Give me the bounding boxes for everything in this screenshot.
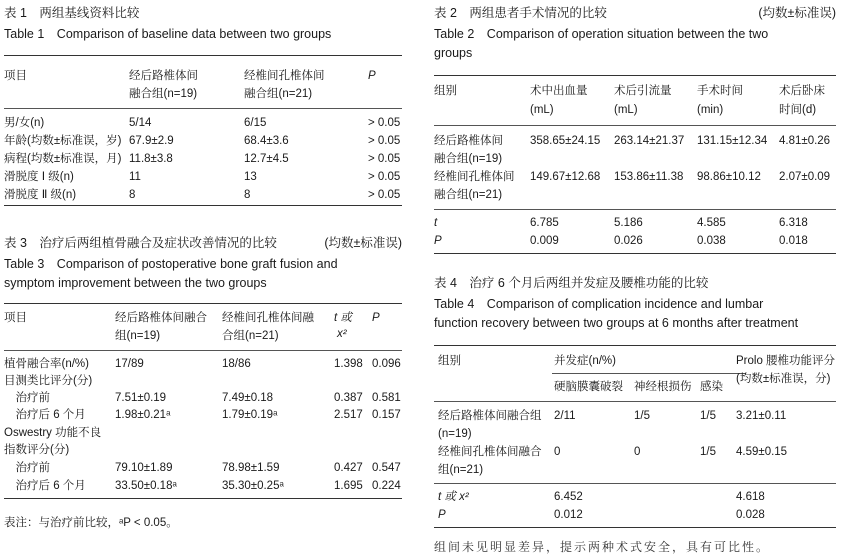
t3-row-label: 目测类比评分(分) <box>4 375 93 387</box>
table-1 <box>4 4 402 201</box>
t3-row-t: 2.517 <box>334 409 363 421</box>
t3-header-t-l2: x² <box>337 328 347 340</box>
t4-stat-prolo: 4.618 <box>736 491 765 503</box>
t3-header-g1-l2: 组(n=19) <box>115 330 161 342</box>
t2-stat-c3: 0.038 <box>697 235 726 247</box>
t1-row-p: > 0.05 <box>368 171 401 183</box>
table-4 <box>434 274 836 529</box>
t4-row-label: 经椎间孔椎体间融合 <box>438 446 542 458</box>
t4-row-s3: 1/5 <box>700 410 716 422</box>
t3-row-t: 1.695 <box>334 480 363 492</box>
t3-header-p: P <box>372 312 380 324</box>
t4-stat-prolo: 0.028 <box>736 509 765 521</box>
t1-row-p: > 0.05 <box>368 135 401 147</box>
t1-row-label: 病程(均数±标准误，月) <box>4 153 122 165</box>
t4-row-label-2: 组(n=21) <box>438 464 484 476</box>
t2-row-c1: 358.65±24.15 <box>530 135 601 147</box>
t3-row-g2: 7.49±0.18 <box>222 392 274 404</box>
t3-row-g2: 35.30±0.25ᵃ <box>222 480 284 492</box>
t3-header-g2-l1: 经椎间孔椎体间融 <box>222 312 314 324</box>
t2-row-c1: 149.67±12.68 <box>530 171 601 183</box>
t1-header-g2-l1: 经椎间孔椎体间 <box>244 70 325 82</box>
table-2-caption-unit: (均数±标准误) <box>758 6 836 20</box>
table-1-caption-en: Table 1 Comparison of baseline data between two groups <box>4 27 332 41</box>
table-3-note: 表注：与治疗前比较，ᵃP < 0.05。 <box>4 517 178 529</box>
t1-row-g2: 68.4±3.6 <box>244 135 289 147</box>
t2-header-c3-l1: 手术时间 <box>697 85 743 97</box>
t2-stat-c1: 0.009 <box>530 235 559 247</box>
t2-stat-c4: 6.318 <box>779 217 808 229</box>
t4-header-complication: 并发症(n/%) <box>554 355 616 367</box>
t3-row-label: 治疗后 6 个月 <box>4 480 86 492</box>
t3-row-label: 治疗前 <box>4 392 50 404</box>
table-3-caption-cn: 表 3 治疗后两组植骨融合及症状改善情况的比较 <box>4 236 277 250</box>
table-4-caption-en-1: Table 4 Comparison of complication incidence and lumbar <box>434 297 764 311</box>
table-3-caption-en-1: Table 3 Comparison of postoperative bone graft fusion and <box>4 257 338 271</box>
t2-row-c2: 153.86±11.38 <box>614 171 684 183</box>
t4-header-sub1: 硬脑膜囊破裂 <box>554 381 623 393</box>
table-3-caption-en-2: symptom improvement between the two groups <box>4 276 267 290</box>
t2-header-c4-l1: 术后卧床 <box>779 85 825 97</box>
t2-row-c2: 263.14±21.37 <box>614 135 685 147</box>
t1-row-g2: 12.7±4.5 <box>244 153 289 165</box>
t1-row-g1: 67.9±2.9 <box>129 135 174 147</box>
t2-row-label-2: 融合组(n=19) <box>434 153 503 165</box>
t3-row-g1: 79.10±1.89 <box>115 462 173 474</box>
t3-row-g2: 18/86 <box>222 358 251 370</box>
t4-row-label-2: (n=19) <box>438 428 472 440</box>
t4-stat-s1: 0.012 <box>554 509 583 521</box>
t3-header-item: 项目 <box>4 312 27 324</box>
t1-row-g2: 13 <box>244 171 257 183</box>
t2-row-label: 经后路椎体间 <box>434 135 503 147</box>
table-2-caption-cn: 表 2 两组患者手术情况的比较 <box>434 6 607 20</box>
t2-row-label-2: 融合组(n=21) <box>434 189 503 201</box>
t1-row-p: > 0.05 <box>368 189 401 201</box>
t1-header-p: P <box>368 70 376 82</box>
t4-header-group: 组别 <box>438 355 461 367</box>
t4-header-prolo-l2: (均数±标准误，分) <box>736 373 831 385</box>
table-2-caption-en-1: Table 2 Comparison of operation situation between the two <box>434 27 769 41</box>
t4-stat-label: P <box>438 509 446 521</box>
t1-row-g2: 6/15 <box>244 117 267 129</box>
t4-stat-s1: 6.452 <box>554 491 583 503</box>
t2-header-c1-l1: 术中出血量 <box>530 85 588 97</box>
t1-row-label: 男/女(n) <box>4 117 45 129</box>
t3-row-t: 0.387 <box>334 392 363 404</box>
t4-row-prolo: 4.59±0.15 <box>736 446 788 458</box>
table-4-caption-en-2: function recovery between two groups at 6 months after treatment <box>434 316 799 330</box>
t1-header-item: 项目 <box>4 70 27 82</box>
t2-row-c3: 98.86±10.12 <box>697 171 761 183</box>
t4-row-s1: 0 <box>554 446 561 458</box>
t4-header-sub3: 感染 <box>700 381 723 393</box>
t3-row-g1: 7.51±0.19 <box>115 392 167 404</box>
t4-row-s2: 1/5 <box>634 410 650 422</box>
t3-row-g1: 33.50±0.18ᵃ <box>115 480 177 492</box>
t1-row-p: > 0.05 <box>368 153 401 165</box>
t1-row-p: > 0.05 <box>368 117 401 129</box>
t4-row-s2: 0 <box>634 446 641 458</box>
t2-stat-label: t <box>434 217 438 229</box>
t3-row-g1: 17/89 <box>115 358 144 370</box>
t3-row-label: 植骨融合率(n/%) <box>4 358 89 370</box>
t3-row-p: 0.224 <box>372 480 401 492</box>
t2-header-c3-l2: (min) <box>697 104 724 116</box>
t2-stat-c3: 4.585 <box>697 217 726 229</box>
t3-row-label: 治疗前 <box>4 462 50 474</box>
t4-header-prolo-l1: Prolo 腰椎功能评分 <box>736 355 836 367</box>
t2-stat-c1: 6.785 <box>530 217 559 229</box>
t2-stat-label: P <box>434 235 442 247</box>
t4-row-s1: 2/11 <box>554 410 576 422</box>
t1-row-label: 年龄(均数±标准误，岁) <box>4 135 122 147</box>
t3-row-g1: 1.98±0.21ᵃ <box>115 409 171 421</box>
t4-row-s3: 1/5 <box>700 446 716 458</box>
t4-stat-label: t 或 x² <box>438 491 469 503</box>
t1-row-label: 滑脱度 Ⅰ 级(n) <box>4 171 74 183</box>
t1-header-g2-l2: 融合组(n=21) <box>244 88 313 100</box>
t1-row-g2: 8 <box>244 189 251 201</box>
t3-row-p: 0.547 <box>372 462 401 474</box>
t2-stat-c2: 0.026 <box>614 235 643 247</box>
t3-header-g1-l1: 经后路椎体间融合 <box>115 312 207 324</box>
t1-row-label: 滑脱度 Ⅱ 级(n) <box>4 189 77 201</box>
table-2-caption-en-2: groups <box>434 46 473 60</box>
t4-row-prolo: 3.21±0.11 <box>736 410 787 422</box>
t3-row-g2: 78.98±1.59 <box>222 462 280 474</box>
t2-header-c2-l2: (mL) <box>614 104 638 116</box>
table-3-caption-unit: (均数±标准误) <box>324 236 402 250</box>
t2-header-group: 组别 <box>434 85 457 97</box>
t2-stat-c2: 5.186 <box>614 217 643 229</box>
t1-row-g1: 11.8±3.8 <box>129 153 173 165</box>
table-2 <box>434 4 836 249</box>
t3-header-g2-l2: 合组(n=21) <box>222 330 279 342</box>
t1-row-g1: 5/14 <box>129 117 152 129</box>
t1-header-g1-l1: 经后路椎体间 <box>129 70 198 82</box>
t1-row-g1: 8 <box>129 189 136 201</box>
t4-row-label: 经后路椎体间融合组 <box>438 410 542 422</box>
t3-header-t-l1: t 或 <box>334 312 352 324</box>
table-1-caption-cn: 表 1 两组基线资料比较 <box>4 6 140 20</box>
t3-row-p: 0.096 <box>372 358 401 370</box>
body-text-fragment: 组间未见明显差异，提示两种术式安全，具有可比性。 <box>434 540 771 554</box>
t2-header-c2-l1: 术后引流量 <box>614 85 672 97</box>
t3-row-t: 0.427 <box>334 462 363 474</box>
t2-row-label: 经椎间孔椎体间 <box>434 171 515 183</box>
t2-row-c4: 2.07±0.09 <box>779 171 831 183</box>
t4-header-sub2: 神经根损伤 <box>634 381 692 393</box>
table-3 <box>4 234 402 532</box>
t2-header-c4-l2: 时间(d) <box>779 104 817 116</box>
t2-stat-c4: 0.018 <box>779 235 808 247</box>
t2-row-c4: 4.81±0.26 <box>779 135 831 147</box>
t3-row-g2: 1.79±0.19ᵃ <box>222 409 278 421</box>
table-4-caption-cn: 表 4 治疗 6 个月后两组并发症及腰椎功能的比较 <box>434 276 709 290</box>
t3-row-label: 指数评分(分) <box>4 444 70 456</box>
t3-row-label: Oswestry 功能不良 <box>4 427 102 439</box>
t2-header-c1-l2: (mL) <box>530 104 554 116</box>
t3-row-p: 0.581 <box>372 392 401 404</box>
t2-row-c3: 131.15±12.34 <box>697 135 768 147</box>
t1-header-g1-l2: 融合组(n=19) <box>129 88 198 100</box>
t3-row-t: 1.398 <box>334 358 363 370</box>
t1-row-g1: 11 <box>129 171 141 183</box>
t3-row-label: 治疗后 6 个月 <box>4 409 86 421</box>
t3-row-p: 0.157 <box>372 409 401 421</box>
